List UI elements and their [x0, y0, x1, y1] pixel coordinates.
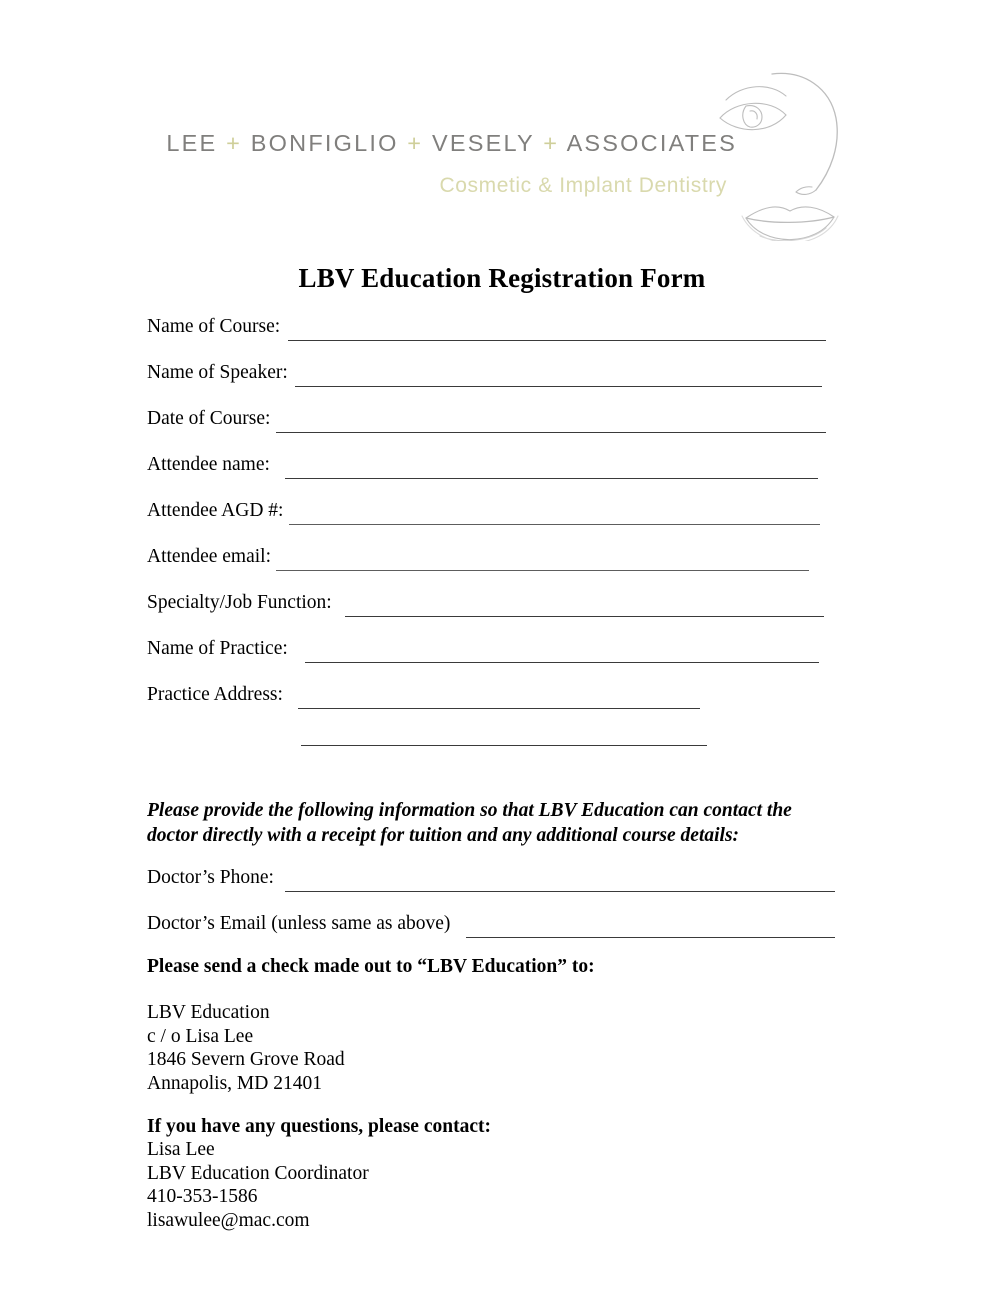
- field-row-practice-address: [147, 683, 907, 729]
- coordinator-contact-block: [147, 1138, 369, 1232]
- coordinator-title: LBV Education Coordinator: [147, 1162, 369, 1184]
- label-attendee-email: Attendee email:: [147, 546, 271, 567]
- registration-fields: [147, 315, 907, 729]
- label-practice-address: Practice Address:: [147, 684, 283, 705]
- logo-name-lee: LEE: [166, 130, 218, 156]
- check-address-line-2: c / o Lisa Lee: [147, 1025, 254, 1047]
- coordinator-email: lisawulee@mac.com: [147, 1209, 310, 1231]
- input-line-name-of-course[interactable]: [288, 340, 826, 341]
- label-name-of-practice: Name of Practice:: [147, 638, 288, 659]
- input-line-attendee-agd[interactable]: [289, 524, 820, 525]
- input-line-practice-address[interactable]: [298, 708, 700, 709]
- field-row-doctors-phone: [147, 866, 907, 912]
- practice-name-logo: [147, 130, 737, 157]
- tuition-receipt-note: Please provide the following information so that LBV Education can contact the doctor directly with a receipt for tuition and any additional course details:: [147, 800, 792, 846]
- field-row-name-of-course: [147, 315, 907, 361]
- logo-tagline: Cosmetic & Implant Dentistry: [439, 174, 727, 197]
- logo-plus-separator-3: +: [543, 130, 560, 156]
- check-instruction-heading: Please send a check made out to “LBV Education” to:: [147, 956, 595, 977]
- check-mailing-address: [147, 1001, 345, 1095]
- field-row-attendee-agd: [147, 499, 907, 545]
- input-line-attendee-name[interactable]: [285, 478, 818, 479]
- label-attendee-name: Attendee name:: [147, 454, 270, 475]
- label-date-of-course: Date of Course:: [147, 408, 271, 429]
- field-row-attendee-name: [147, 453, 907, 499]
- input-line-name-of-speaker[interactable]: [295, 386, 822, 387]
- label-attendee-agd: Attendee AGD #:: [147, 500, 284, 521]
- field-row-doctors-email: [147, 912, 907, 958]
- logo-name-associates: ASSOCIATES: [566, 130, 737, 156]
- input-line-doctors-email[interactable]: [466, 937, 835, 938]
- coordinator-phone: 410-353-1586: [147, 1186, 258, 1207]
- field-row-name-of-practice: [147, 637, 907, 683]
- letterhead: [0, 0, 1004, 248]
- logo-name-bonfiglio: BONFIGLIO: [250, 130, 399, 156]
- input-line-specialty-job-function[interactable]: [345, 616, 824, 617]
- input-line-doctors-phone[interactable]: [285, 891, 835, 892]
- check-address-line-3: 1846 Severn Grove Road: [147, 1049, 345, 1070]
- input-line-date-of-course[interactable]: [276, 432, 826, 433]
- page-title: LBV Education Registration Form: [298, 263, 706, 293]
- check-address-line-4: Annapolis, MD 21401: [147, 1072, 322, 1094]
- face-line-art-icon: [712, 66, 872, 241]
- doctor-contact-fields: [147, 866, 907, 958]
- label-doctors-phone: Doctor’s Phone:: [147, 867, 274, 888]
- field-row-attendee-email: [147, 545, 907, 591]
- input-line-attendee-email[interactable]: [276, 570, 809, 571]
- label-specialty-job-function: Specialty/Job Function:: [147, 592, 332, 613]
- questions-heading: If you have any questions, please contact:: [147, 1116, 491, 1137]
- logo-plus-separator-1: +: [226, 130, 243, 156]
- logo-plus-separator-2: +: [407, 130, 424, 156]
- label-name-of-course: Name of Course:: [147, 316, 281, 337]
- coordinator-name: Lisa Lee: [147, 1139, 215, 1160]
- check-address-line-1: LBV Education: [147, 1002, 270, 1023]
- logo-name-vesely: VESELY: [431, 130, 535, 156]
- input-line-name-of-practice[interactable]: [305, 662, 819, 663]
- label-doctors-email: Doctor’s Email (unless same as above): [147, 913, 451, 934]
- field-row-date-of-course: [147, 407, 907, 453]
- label-name-of-speaker: Name of Speaker:: [147, 362, 288, 383]
- field-row-name-of-speaker: [147, 361, 907, 407]
- field-row-specialty-job-function: [147, 591, 907, 637]
- input-line-practice-address-2[interactable]: [301, 745, 707, 746]
